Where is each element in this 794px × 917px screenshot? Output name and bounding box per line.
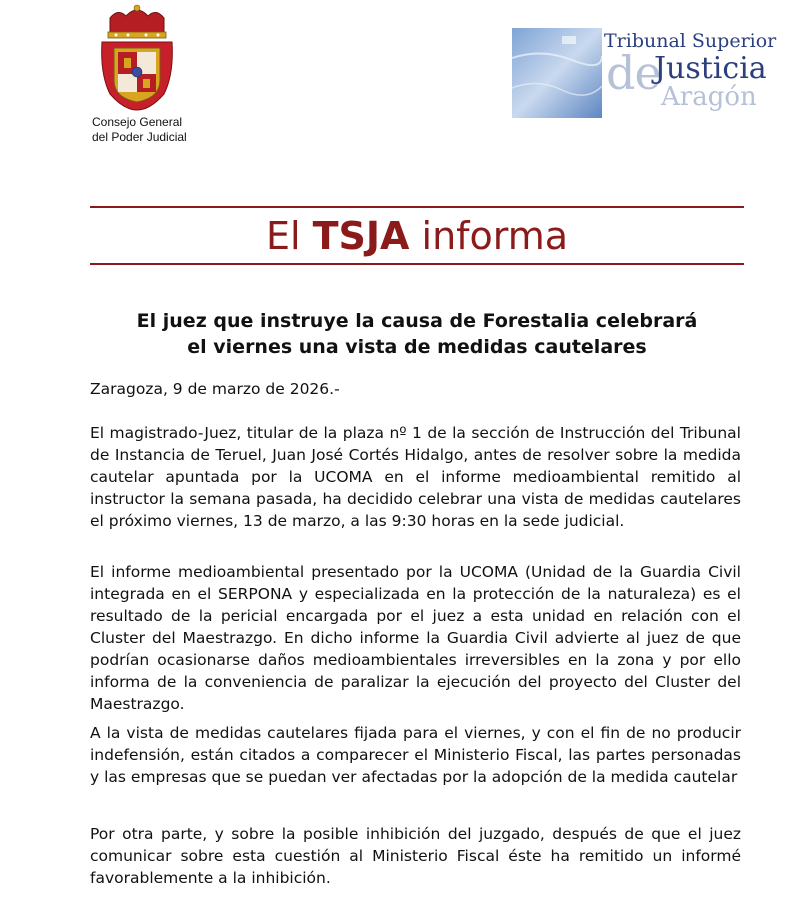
article-paragraph-4: Por otra parte, y sobre la posible inhibición del juzgado, después de que el juez comunicar sobre esta cuestión al Ministerio Fiscal éste ha remitido un informé favorablemente a la inhibición.	[90, 825, 741, 887]
banner-top-rule	[90, 206, 744, 208]
banner-strong: TSJA	[312, 214, 410, 258]
cgpj-name-line1: Consejo General	[92, 115, 183, 129]
cgpj-name	[92, 115, 187, 145]
crown-icon	[108, 5, 166, 38]
article-headline	[90, 308, 744, 360]
cgpj-name-line2: del Poder Judicial	[92, 130, 187, 144]
banner-title	[90, 210, 744, 262]
tsja-name-de: de	[606, 46, 661, 100]
tsja-emblem-image	[512, 28, 602, 118]
tsja-name-line2: Justicia	[654, 51, 767, 86]
headline-line2: el viernes una vista de medidas cautelares	[187, 336, 647, 358]
article-paragraph-2: El informe medioambiental presentado por la UCOMA (Unidad de la Guardia Civil integrada en el SERPONA y especializada en la protección de la naturaleza) es el resultado de la pericial encargada por el juez a esta unidad en relación con el Cluster del Maestrazgo. En dicho informe la Guardia Civil advierte al juez de que podrían ocasionarse daños medioambientales irreversibles en la zona y por ello informa de la conveniencia de paralizar la ejecución del proyecto del Cluster del Maestrazgo.	[90, 563, 741, 713]
cgpj-crest-logo	[96, 4, 178, 112]
banner-pre: El	[265, 214, 313, 258]
article-paragraph-1: El magistrado-Juez, titular de la plaza nº 1 de la sección de Instrucción del Tribunal de Instancia de Teruel, Juan José Cortés Hidalgo, antes de resolver sobre la medida cautelar apuntada por la UCOMA en el informe medioambiental remitido al instructor la semana pasada, ha decidido celebrar una vista de medidas cautelares el próximo viernes, 13 de marzo, a las 9:30 horas en la sede judicial.	[90, 424, 741, 530]
banner-bottom-rule	[90, 263, 744, 265]
headline-line1: El juez que instruye la causa de Forestalia celebrará	[136, 310, 698, 332]
tsja-name-line1: Tribunal Superior	[604, 30, 777, 52]
article-dateline: Zaragoza, 9 de marzo de 2026.-	[90, 380, 340, 398]
banner-post: informa	[409, 214, 569, 258]
article-paragraph-3: A la vista de medidas cautelares fijada para el viernes, y con el fin de no producir indefensión, están citados a comparecer el Ministerio Fiscal, las partes personadas y las empresas que se puedan ver afectadas por la adopción de la medida cautelar	[90, 724, 741, 786]
tsja-name-line3: Aragón	[661, 82, 757, 112]
